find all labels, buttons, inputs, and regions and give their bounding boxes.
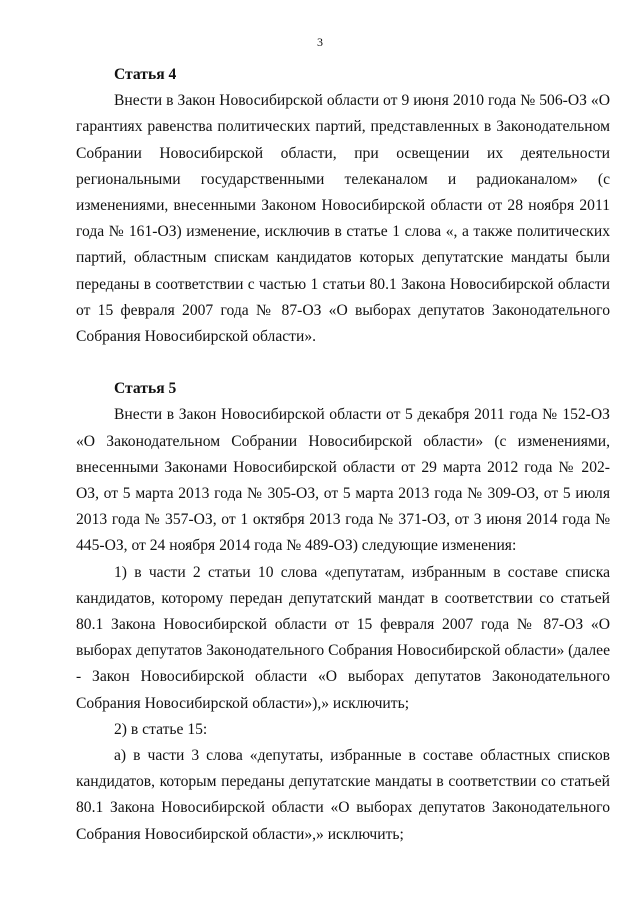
article-4-paragraph: Внести в Закон Новосибирской области от 9 июня 2010 года № 506-ОЗ «О гарантиях равенства политических партий, представленных в Законодательном Собрании Новосибирской области, при освещении их деятельности региональными государственными телеканалом и радиоканалом» (с изменениями, внесенными Законом Новосибирской области от 28 ноября 2011 года № 161-ОЗ) изменение, исключив в статье 1 слова «, а также политических партий, областным спискам кандидатов которых депутатские мандаты были переданы в соответствии с частью 1 статьи 80.1 Закона Новосибирской области от 15 февраля 2007 года № 87-ОЗ «О выборах депутатов Законодательного Собрания Новосибирской области».: [76, 92, 610, 346]
document-body: [76, 62, 610, 848]
article-5-paragraph-item-2: 2) в статье 15:: [114, 720, 208, 738]
section-spacer: [76, 350, 610, 376]
page-number: 3: [317, 35, 323, 49]
article-5-paragraph-item-2a: а) в части 3 слова «депутаты, избранные в составе областных списков кандидатов, которым переданы депутатские мандаты в соответствии со статьей 80.1 Закона Новосибирской области «О выборах депутатов Законодательного Собрания Новосибирской области»,» исключить;: [76, 747, 610, 843]
article-4: [76, 62, 610, 350]
article-5-heading: Статья 5: [114, 380, 177, 398]
article-5: [76, 376, 610, 848]
article-5-paragraph-item-1: 1) в части 2 статьи 10 слова «депутатам, избранным в составе списка кандидатов, которому передан депутатский мандат в соответствии со статьей 80.1 Закона Новосибирской области от 15 февраля 2007 года № 87-ОЗ «О выборах депутатов Законодательного Собрания Новосибирской области» (далее - Закон Новосибирской области «О выборах депутатов Законодательного Собрания Новосибирской области»),» исключить;: [76, 563, 610, 712]
article-5-paragraph-intro: Внести в Закон Новосибирской области от 5 декабря 2011 года № 152-ОЗ «О Законодательном Собрании Новосибирской области» (с изменениями, внесенными Законами Новосибирской области от 29 марта 2012 года № 202-ОЗ, от 5 марта 2013 года № 305-ОЗ, от 5 марта 2013 года № 309-ОЗ, от 5 июля 2013 года № 357-ОЗ, от 1 октября 2013 года № 371-ОЗ, от 3 июня 2014 года № 445-ОЗ, от 24 ноября 2014 года № 489-ОЗ) следующие изменения:: [76, 406, 610, 555]
article-4-heading: Статья 4: [114, 66, 177, 83]
